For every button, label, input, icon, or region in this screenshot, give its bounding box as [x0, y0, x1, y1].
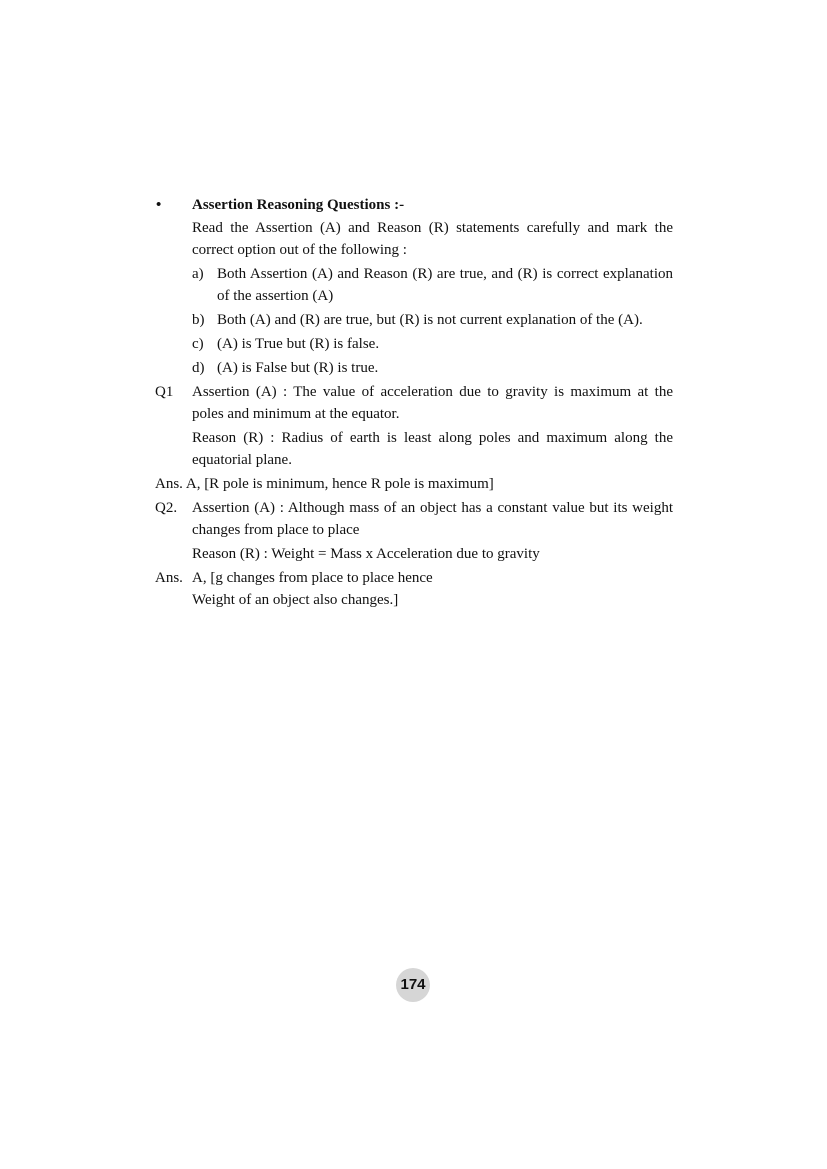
option-text: Both (A) and (R) are true, but (R) is not current explanation of the (A).	[217, 312, 643, 328]
assertion-text: Assertion (A) : The value of acceleration due to gravity is maximum at the poles and minimum at the equator.	[192, 384, 673, 422]
option-label: a)	[192, 266, 204, 282]
reason-text: Reason (R) : Radius of earth is least along poles and maximum along the equatorial plane.	[192, 430, 673, 468]
option-text: Both Assertion (A) and Reason (R) are true, and (R) is correct explanation of the assertion (A)	[217, 266, 673, 304]
instruction-row	[155, 217, 673, 261]
answer-label: Ans.	[155, 570, 183, 586]
option-b	[192, 309, 673, 331]
instruction-text: Read the Assertion (A) and Reason (R) statements carefully and mark the correct option out of the following :	[192, 220, 673, 258]
question-number: Q2.	[155, 500, 178, 516]
section-heading-row	[155, 194, 673, 216]
option-text: (A) is False but (R) is true.	[217, 360, 379, 376]
reason-text: Reason (R) : Weight = Mass x Acceleration due to gravity	[192, 546, 540, 562]
assertion-text: Assertion (A) : Although mass of an object has a constant value but its weight changes from place to place	[192, 500, 673, 538]
option-c	[192, 333, 673, 355]
page-number: 174	[400, 976, 426, 993]
option-a	[192, 263, 673, 307]
question-2-reason-row	[155, 543, 673, 565]
option-text: (A) is True but (R) is false.	[217, 336, 380, 352]
answer-text: A, [g changes from place to place hence	[192, 570, 433, 586]
option-label: c)	[192, 336, 204, 352]
page-content	[155, 194, 673, 611]
page-number-badge	[396, 968, 430, 1002]
answer-label: Ans.	[155, 476, 183, 492]
question-2-assertion-row	[155, 497, 673, 541]
question-2-answer	[155, 567, 673, 611]
option-d	[192, 357, 673, 379]
question-1-reason-row	[155, 427, 673, 471]
question-1-assertion-row	[155, 381, 673, 425]
bullet-icon: •	[156, 197, 162, 213]
answer-text: A, [R pole is minimum, hence R pole is maximum]	[185, 476, 494, 492]
question-1-answer	[155, 473, 673, 495]
question-number: Q1	[155, 384, 174, 400]
section-heading: Assertion Reasoning Questions :-	[192, 197, 405, 213]
answer-text-continued: Weight of an object also changes.]	[192, 592, 399, 608]
option-label: d)	[192, 360, 205, 376]
options-list	[155, 263, 673, 379]
option-label: b)	[192, 312, 205, 328]
